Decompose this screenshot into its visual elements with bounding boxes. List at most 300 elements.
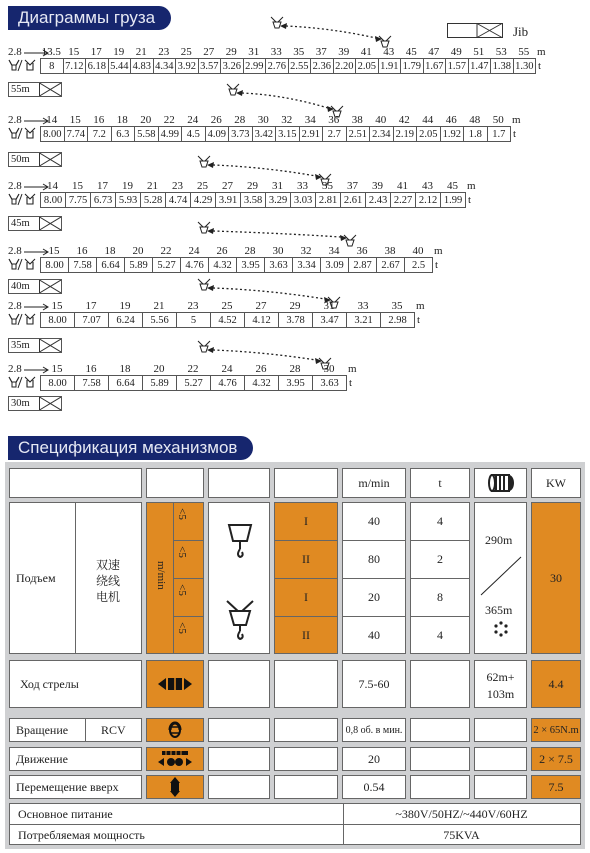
trolley-power: 4.4 bbox=[531, 660, 581, 708]
load-value: 6.64 bbox=[109, 376, 143, 391]
header-blank-1 bbox=[9, 468, 142, 498]
radius-value: 21 bbox=[147, 180, 158, 192]
radius-value: 40 bbox=[375, 114, 387, 126]
load-value: 4.52 bbox=[211, 313, 245, 328]
radius-value: 23 bbox=[187, 300, 199, 312]
load-value: 2.87 bbox=[349, 258, 377, 273]
climbing-blank-2 bbox=[274, 775, 338, 799]
radius-value: 17 bbox=[90, 46, 102, 58]
radius-value: 43 bbox=[422, 180, 433, 192]
main-supply-label: Основное питание bbox=[18, 807, 113, 821]
load-value: 2.19 bbox=[393, 127, 417, 142]
load-unit: t bbox=[513, 128, 517, 140]
load-value: 3.58 bbox=[241, 193, 266, 208]
radius-value: 19 bbox=[113, 46, 125, 58]
radius-value: 24 bbox=[221, 363, 233, 375]
motor-line-2: 绕线 bbox=[96, 574, 121, 588]
load-value: 2.43 bbox=[366, 193, 391, 208]
reeving-symbol-icon bbox=[8, 313, 38, 326]
radius-value: 20 bbox=[140, 114, 152, 126]
hoist-power: 30 bbox=[531, 502, 581, 654]
radius-value: 24 bbox=[188, 245, 200, 257]
load-value: 7.58 bbox=[69, 258, 97, 273]
start-radius: 2.8 bbox=[8, 114, 22, 126]
jib-length-tag bbox=[8, 216, 62, 231]
hoist-label: Подъем bbox=[16, 571, 56, 585]
climbing-blank-3 bbox=[410, 775, 470, 799]
load-value: 3.34 bbox=[293, 258, 321, 273]
trolley-rope-line-1: 62m+ bbox=[486, 670, 515, 684]
load-value: 2.05 bbox=[356, 59, 379, 74]
radius-value: 29 bbox=[225, 46, 237, 58]
load-value: 7.58 bbox=[75, 376, 109, 391]
radius-value: 16 bbox=[85, 363, 97, 375]
load-value: 2.12 bbox=[416, 193, 441, 208]
radius-value: 27 bbox=[255, 300, 267, 312]
load-value: 3.95 bbox=[279, 376, 313, 391]
radius-unit: m bbox=[537, 46, 546, 58]
load-value: 7.2 bbox=[88, 127, 112, 142]
radius-value: 14 bbox=[47, 180, 58, 192]
climbing-blank-4 bbox=[474, 775, 527, 799]
load-value: 5.44 bbox=[108, 59, 131, 74]
radius-value: 41 bbox=[397, 180, 408, 192]
radius-unit: m bbox=[416, 300, 425, 312]
climbing-speed: 0.54 bbox=[342, 775, 406, 799]
radius-value: 44 bbox=[422, 114, 434, 126]
motor-line-1: 双速 bbox=[96, 558, 121, 572]
load-value: 6.64 bbox=[97, 258, 125, 273]
load-value: 5.89 bbox=[125, 258, 153, 273]
travel-icon bbox=[146, 747, 204, 771]
hoist-gear-box bbox=[146, 502, 204, 654]
load-value: 4.34 bbox=[153, 59, 176, 74]
load-unit: t bbox=[468, 194, 472, 206]
radius-value: 34 bbox=[328, 245, 340, 257]
radius-value: 41 bbox=[360, 46, 372, 58]
jib-length-label: 40m bbox=[11, 281, 30, 292]
header-power: KW bbox=[531, 468, 581, 498]
load-value: 5.27 bbox=[153, 258, 181, 273]
radius-value: 31 bbox=[248, 46, 260, 58]
header-blank-3 bbox=[208, 468, 270, 498]
load-value: 4.12 bbox=[245, 313, 279, 328]
load-value: 4.5 bbox=[182, 127, 206, 142]
load-value: 8.00 bbox=[41, 376, 75, 391]
load-value: 1.99 bbox=[441, 193, 466, 208]
radius-value: 21 bbox=[153, 300, 165, 312]
radius-value: 25 bbox=[197, 180, 208, 192]
load-value: 3.09 bbox=[321, 258, 349, 273]
load-value: 3.03 bbox=[291, 193, 316, 208]
start-radius: 2.8 bbox=[8, 300, 22, 312]
motor-line-3: 电机 bbox=[96, 590, 121, 604]
radius-value: 25 bbox=[180, 46, 192, 58]
radius-value: 30 bbox=[323, 363, 335, 375]
slewing-label-box bbox=[9, 718, 142, 742]
load-value: 1.38 bbox=[491, 59, 514, 74]
hoist-speed: 40 bbox=[368, 513, 380, 528]
reeving-symbol-icon bbox=[8, 127, 38, 140]
load-value: 1.47 bbox=[468, 59, 491, 74]
load-value: 3.57 bbox=[198, 59, 221, 74]
header-speed: m/min bbox=[342, 468, 406, 498]
radius-unit: m bbox=[512, 114, 521, 126]
hook-icons-box bbox=[208, 502, 270, 654]
load-value: 4.74 bbox=[166, 193, 191, 208]
load-value: 1.67 bbox=[423, 59, 446, 74]
travel-power: 2 × 7.5 bbox=[531, 747, 581, 771]
radius-value: 30 bbox=[257, 114, 269, 126]
radius-value: 53 bbox=[495, 46, 507, 58]
jib-tip-icon bbox=[39, 153, 61, 166]
load-value: 7.12 bbox=[63, 59, 86, 74]
load-table bbox=[40, 312, 415, 328]
radius-value: 16 bbox=[93, 114, 105, 126]
travel-label: Движение bbox=[9, 747, 142, 771]
load-value: 2.81 bbox=[316, 193, 341, 208]
radius-value: 23 bbox=[158, 46, 170, 58]
radius-value: 25 bbox=[221, 300, 233, 312]
load-value: 3.92 bbox=[176, 59, 199, 74]
load-table bbox=[40, 126, 511, 142]
load-value: 8.00 bbox=[41, 258, 69, 273]
radius-value: 20 bbox=[132, 245, 144, 257]
load-value: 4.32 bbox=[245, 376, 279, 391]
load-value: 2.7 bbox=[323, 127, 347, 142]
load-value: 2.51 bbox=[346, 127, 370, 142]
radius-value: 33 bbox=[357, 300, 369, 312]
radius-value: 16 bbox=[76, 245, 88, 257]
load-value: 8 bbox=[41, 59, 64, 74]
rope-length-1: 290m bbox=[485, 533, 513, 547]
radius-value: 37 bbox=[347, 180, 358, 192]
diagonal-divider bbox=[479, 555, 523, 597]
jib-tip-icon bbox=[39, 280, 61, 293]
jib-tip-icon bbox=[39, 83, 61, 96]
radius-value: 38 bbox=[384, 245, 396, 257]
load-value: 5.89 bbox=[143, 376, 177, 391]
jib-length-tag bbox=[8, 82, 62, 97]
jib-length-label: 35m bbox=[11, 340, 30, 351]
radius-value: 45 bbox=[405, 46, 417, 58]
climbing-blank-1 bbox=[208, 775, 270, 799]
slewing-blank-3 bbox=[410, 718, 470, 742]
radius-value: 19 bbox=[122, 180, 133, 192]
load-value: 1.7 bbox=[487, 127, 511, 142]
jib-length-label: 45m bbox=[11, 218, 30, 229]
hoist-load: 8 bbox=[437, 589, 443, 604]
load-value: 3.63 bbox=[265, 258, 293, 273]
spec-table bbox=[5, 462, 585, 849]
load-value: 7.75 bbox=[66, 193, 91, 208]
load-value: 2.34 bbox=[370, 127, 394, 142]
travel-blank-2 bbox=[274, 747, 338, 771]
load-value: 7.74 bbox=[64, 127, 88, 142]
radius-value: 47 bbox=[428, 46, 440, 58]
slewing-sub: RCV bbox=[101, 723, 126, 737]
slewing-blank-2 bbox=[274, 718, 338, 742]
trolley-blank-2 bbox=[274, 660, 338, 708]
load-unit: t bbox=[435, 259, 439, 271]
radius-value: 18 bbox=[104, 245, 116, 257]
radius-value: 28 bbox=[289, 363, 301, 375]
radius-value: 24 bbox=[187, 114, 199, 126]
radius-value: 27 bbox=[203, 46, 215, 58]
jib-length-label: 55m bbox=[11, 84, 30, 95]
load-value: 2.61 bbox=[341, 193, 366, 208]
load-table bbox=[40, 192, 466, 208]
rope-length-2: 365m bbox=[485, 603, 513, 617]
header-blank-4 bbox=[274, 468, 338, 498]
radius-value: 29 bbox=[289, 300, 301, 312]
load-value: 4.29 bbox=[191, 193, 216, 208]
travel-speed: 20 bbox=[342, 747, 406, 771]
load-value: 7.07 bbox=[75, 313, 109, 328]
load-value: 3.47 bbox=[313, 313, 347, 328]
consumption-label: Потребляемая мощность bbox=[18, 828, 145, 842]
load-value: 6.18 bbox=[86, 59, 109, 74]
load-value: 3.95 bbox=[237, 258, 265, 273]
radius-value: 17 bbox=[97, 180, 108, 192]
radius-value: 14 bbox=[46, 114, 58, 126]
reeving-symbol-icon bbox=[8, 258, 38, 271]
main-supply-value: ~380V/50HZ/~440V/60HZ bbox=[395, 807, 528, 821]
mechanisms-heading: Спецификация механизмов bbox=[8, 436, 253, 460]
radius-value: 31 bbox=[323, 300, 335, 312]
slewing-speed: 0,8 об. в мин. bbox=[342, 718, 406, 742]
rope-drum-icon bbox=[474, 468, 527, 498]
reeving-symbol-icon bbox=[8, 376, 38, 389]
load-value: 4.99 bbox=[158, 127, 182, 142]
trolley-label: Ход стрелы bbox=[9, 660, 142, 708]
radius-value: 32 bbox=[281, 114, 293, 126]
radius-value: 33 bbox=[297, 180, 308, 192]
load-value: 8.00 bbox=[41, 193, 66, 208]
radius-unit: m bbox=[467, 180, 476, 192]
slewing-label: Вращение bbox=[16, 723, 69, 737]
radius-unit: m bbox=[434, 245, 443, 257]
consumption-value: 75KVA bbox=[443, 828, 480, 842]
radius-value: 15 bbox=[72, 180, 83, 192]
hoist-load: 4 bbox=[437, 627, 443, 642]
trolley-blank-3 bbox=[410, 660, 470, 708]
radius-value: 17 bbox=[85, 300, 97, 312]
radius-value: 13.5 bbox=[41, 46, 61, 58]
radius-value: 18 bbox=[116, 114, 128, 126]
jib-tip-icon bbox=[39, 339, 61, 352]
hoist-load: 4 bbox=[437, 513, 443, 528]
double-fall-hook-icon bbox=[225, 599, 255, 641]
header-load: t bbox=[410, 468, 470, 498]
load-value: 4.32 bbox=[209, 258, 237, 273]
start-radius: 2.8 bbox=[8, 245, 22, 257]
header-blank-2 bbox=[146, 468, 204, 498]
jib-length-tag bbox=[8, 338, 62, 353]
jib-length-label: 30m bbox=[11, 398, 30, 409]
radius-value: 34 bbox=[304, 114, 316, 126]
radius-value: 29 bbox=[247, 180, 258, 192]
load-value: 5.93 bbox=[116, 193, 141, 208]
trolley-speed: 7.5-60 bbox=[342, 660, 406, 708]
load-value: 2.5 bbox=[405, 258, 433, 273]
jib-symbol-icon bbox=[447, 23, 503, 39]
load-value: 1.92 bbox=[440, 127, 464, 142]
load-value: 6.24 bbox=[109, 313, 143, 328]
load-value: 3.29 bbox=[266, 193, 291, 208]
load-value: 2.98 bbox=[381, 313, 415, 328]
radius-value: 35 bbox=[391, 300, 403, 312]
lt5-2: <5 bbox=[175, 546, 188, 558]
jib-tip-icon bbox=[39, 397, 61, 410]
load-table bbox=[40, 375, 347, 391]
load-value: 2.91 bbox=[299, 127, 323, 142]
load-value: 4.09 bbox=[205, 127, 229, 142]
radius-value: 22 bbox=[163, 114, 175, 126]
radius-value: 38 bbox=[351, 114, 363, 126]
load-value: 3.26 bbox=[221, 59, 244, 74]
radius-value: 20 bbox=[153, 363, 165, 375]
load-value: 4.76 bbox=[181, 258, 209, 273]
single-fall-hook-icon bbox=[225, 521, 255, 559]
radius-value: 49 bbox=[450, 46, 462, 58]
rope-reeving-icon bbox=[493, 621, 509, 637]
load-value: 5.28 bbox=[141, 193, 166, 208]
reeving-symbol-icon bbox=[8, 193, 38, 206]
load-value: 8.00 bbox=[41, 313, 75, 328]
load-value: 2.36 bbox=[311, 59, 334, 74]
travel-blank-4 bbox=[474, 747, 527, 771]
radius-value: 19 bbox=[119, 300, 131, 312]
jib-label: Jib bbox=[513, 24, 529, 39]
radius-unit: m bbox=[348, 363, 357, 375]
jib-tip-icon bbox=[39, 217, 61, 230]
radius-value: 45 bbox=[447, 180, 458, 192]
load-value: 1.8 bbox=[464, 127, 488, 142]
radius-value: 27 bbox=[222, 180, 233, 192]
load-value: 2.27 bbox=[391, 193, 416, 208]
load-value: 2.05 bbox=[417, 127, 441, 142]
slewing-icon bbox=[146, 718, 204, 742]
load-value: 4.83 bbox=[131, 59, 154, 74]
radius-value: 22 bbox=[187, 363, 199, 375]
radius-value: 32 bbox=[300, 245, 312, 257]
load-unit: t bbox=[417, 314, 421, 326]
start-radius: 2.8 bbox=[8, 180, 22, 192]
hoist-speed: 80 bbox=[368, 551, 380, 566]
radius-value: 26 bbox=[210, 114, 222, 126]
radius-value: 55 bbox=[518, 46, 530, 58]
radius-value: 15 bbox=[51, 363, 63, 375]
gear-label: I bbox=[304, 589, 308, 604]
lt5-1: <5 bbox=[175, 508, 188, 520]
hoist-rope-box bbox=[474, 502, 527, 654]
load-value: 2.76 bbox=[266, 59, 289, 74]
radius-value: 33 bbox=[270, 46, 282, 58]
gear-label: II bbox=[302, 627, 310, 642]
radius-value: 28 bbox=[244, 245, 256, 257]
load-unit: t bbox=[538, 60, 542, 72]
jib-length-tag bbox=[8, 279, 62, 294]
load-value: 1.79 bbox=[401, 59, 424, 74]
start-radius: 2.8 bbox=[8, 363, 22, 375]
supply-box bbox=[9, 803, 581, 845]
start-radius: 2.8 bbox=[8, 46, 22, 58]
hoist-load: 2 bbox=[437, 551, 443, 566]
trolley-rope bbox=[474, 660, 527, 708]
load-value: 2.55 bbox=[288, 59, 311, 74]
hoist-speed: 20 bbox=[368, 589, 380, 604]
radius-value: 15 bbox=[48, 245, 60, 257]
load-value: 3.21 bbox=[347, 313, 381, 328]
trolley-icon bbox=[146, 660, 204, 708]
load-value: 2.20 bbox=[333, 59, 356, 74]
load-value: 5.56 bbox=[143, 313, 177, 328]
travel-blank-1 bbox=[208, 747, 270, 771]
radius-value: 30 bbox=[272, 245, 284, 257]
radius-value: 42 bbox=[398, 114, 410, 126]
load-value: 2.99 bbox=[243, 59, 266, 74]
climbing-icon bbox=[146, 775, 204, 799]
slewing-power: 2 × 65N.m bbox=[531, 718, 581, 742]
radius-value: 26 bbox=[255, 363, 267, 375]
radius-value: 36 bbox=[356, 245, 368, 257]
radius-value: 46 bbox=[445, 114, 457, 126]
radius-value: 21 bbox=[135, 46, 147, 58]
radius-value: 39 bbox=[372, 180, 383, 192]
load-value: 3.42 bbox=[252, 127, 276, 142]
reeving-symbol-icon bbox=[8, 59, 38, 72]
load-table bbox=[40, 257, 433, 273]
radius-value: 35 bbox=[322, 180, 333, 192]
radius-value: 37 bbox=[315, 46, 327, 58]
load-unit: t bbox=[349, 377, 353, 389]
load-value: 6.73 bbox=[91, 193, 116, 208]
load-value: 1.30 bbox=[513, 59, 536, 74]
hoist-speed: 40 bbox=[368, 627, 380, 642]
load-value: 3.15 bbox=[276, 127, 300, 142]
load-value: 5 bbox=[177, 313, 211, 328]
load-value: 8.00 bbox=[41, 127, 65, 142]
load-value: 1.91 bbox=[378, 59, 401, 74]
trolley-blank-1 bbox=[208, 660, 270, 708]
slewing-blank-1 bbox=[208, 718, 270, 742]
load-value: 2.67 bbox=[377, 258, 405, 273]
jib-length-label: 50m bbox=[11, 154, 30, 165]
radius-value: 31 bbox=[272, 180, 283, 192]
radius-value: 26 bbox=[216, 245, 228, 257]
climbing-label: Перемещение вверх bbox=[9, 775, 142, 799]
climbing-power: 7.5 bbox=[531, 775, 581, 799]
radius-value: 18 bbox=[119, 363, 131, 375]
gear-label: I bbox=[304, 513, 308, 528]
radius-value: 22 bbox=[160, 245, 172, 257]
load-value: 3.73 bbox=[229, 127, 253, 142]
hoist-label-box bbox=[9, 502, 142, 654]
radius-value: 39 bbox=[338, 46, 350, 58]
load-value: 3.91 bbox=[216, 193, 241, 208]
radius-value: 43 bbox=[383, 46, 395, 58]
jib-length-tag bbox=[8, 396, 62, 411]
motor-type bbox=[96, 557, 120, 605]
radius-value: 35 bbox=[293, 46, 305, 58]
radius-value: 23 bbox=[172, 180, 183, 192]
radius-value: 15 bbox=[51, 300, 63, 312]
slewing-blank-4 bbox=[474, 718, 527, 742]
radius-value: 15 bbox=[69, 114, 81, 126]
radius-value: 36 bbox=[328, 114, 340, 126]
load-value: 3.78 bbox=[279, 313, 313, 328]
